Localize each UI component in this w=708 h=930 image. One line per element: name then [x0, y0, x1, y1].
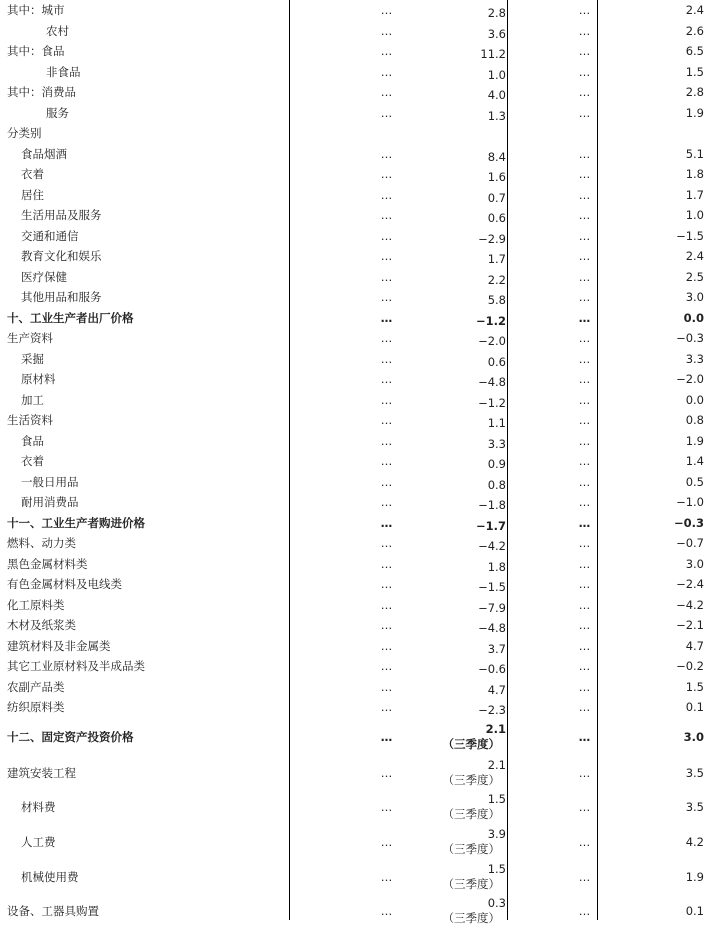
placeholder-cell: … [380, 23, 394, 38]
placeholder-cell: … [380, 105, 394, 120]
value-cell [400, 533, 506, 553]
row-label: 教育文化和娱乐 [21, 249, 102, 263]
value-cell [400, 0, 506, 20]
placeholder-cell: … [380, 167, 394, 181]
row-label: 木材及纸浆类 [7, 618, 76, 632]
value-text: 3.7 [487, 642, 506, 656]
period-note: （三季度） [442, 911, 500, 925]
placeholder-cell: … [380, 515, 394, 530]
row-label: 分类别 [7, 126, 42, 140]
placeholder-cell: … [380, 536, 394, 550]
value-cell: −2.0 [676, 372, 704, 386]
row-label: 采掘 [21, 351, 44, 366]
value-text: 4.0 [487, 88, 506, 102]
period-note: （三季度） [442, 737, 500, 751]
placeholder-cell: … [380, 85, 394, 99]
placeholder-cell: … [578, 495, 592, 509]
placeholder-cell: … [578, 44, 592, 58]
placeholder-cell: … [380, 638, 394, 653]
placeholder-cell: … [578, 105, 592, 120]
row-label: 其中：城市 [7, 3, 65, 17]
placeholder-cell: … [578, 249, 592, 263]
placeholder-cell: … [380, 679, 394, 694]
table-row [0, 20, 708, 41]
value-cell [400, 512, 506, 533]
value-text: −1.2 [478, 396, 506, 410]
row-label: 设备、工器具购置 [7, 904, 99, 918]
value-cell: 1.4 [685, 454, 704, 468]
value-cell [400, 676, 506, 697]
value-text: −1.8 [478, 498, 506, 512]
value-text: −0.6 [478, 662, 506, 676]
row-label: 生活资料 [7, 413, 53, 427]
table-row [0, 615, 708, 635]
value-cell [400, 246, 506, 266]
table-row [0, 430, 708, 451]
value-cell: 1.7 [685, 187, 704, 202]
placeholder-cell: … [380, 3, 394, 17]
table-row [0, 266, 708, 287]
placeholder-cell: … [578, 167, 592, 181]
value-cell [400, 164, 506, 184]
value-cell [400, 858, 506, 896]
placeholder-cell: … [578, 638, 592, 653]
placeholder-cell: … [380, 597, 394, 612]
placeholder-cell: … [578, 290, 592, 304]
value-text: 2.8 [487, 6, 506, 20]
value-cell: 3.0 [685, 290, 704, 304]
value-text: 1.0 [487, 68, 506, 82]
value-cell [400, 553, 506, 574]
table-row [0, 0, 708, 20]
placeholder-cell: … [380, 700, 394, 714]
value-cell: −0.2 [676, 659, 704, 673]
value-cell [400, 615, 506, 635]
placeholder-cell: … [578, 474, 592, 489]
placeholder-cell: … [380, 249, 394, 263]
placeholder-cell: … [380, 870, 394, 884]
value-cell: −2.1 [676, 618, 704, 632]
value-text: 1.1 [487, 416, 506, 430]
period-note: （三季度） [442, 773, 500, 787]
placeholder-cell: … [380, 351, 394, 366]
placeholder-cell: … [578, 208, 592, 222]
placeholder-cell: … [578, 331, 592, 345]
placeholder-cell: … [578, 228, 592, 243]
value-text: −4.8 [478, 375, 506, 389]
placeholder-cell: … [380, 269, 394, 284]
value-cell [400, 287, 506, 307]
placeholder-cell: … [380, 618, 394, 632]
table-row [0, 369, 708, 389]
row-label: 农副产品类 [7, 679, 65, 694]
value-text: 0.6 [487, 355, 506, 369]
value-cell [400, 102, 506, 123]
row-label: 衣着 [21, 167, 44, 181]
placeholder-cell: … [380, 331, 394, 345]
value-cell [400, 61, 506, 82]
value-cell: 2.6 [685, 23, 704, 38]
row-label: 交通和通信 [21, 228, 79, 243]
placeholder-cell: … [380, 413, 394, 427]
row-label: 原材料 [21, 372, 56, 386]
placeholder-cell: … [380, 290, 394, 304]
table-row [0, 451, 708, 471]
table-row [0, 102, 708, 123]
placeholder-cell: … [380, 835, 394, 849]
placeholder-cell: … [578, 372, 592, 386]
value-text: 1.5 [487, 862, 506, 876]
value-text: 11.2 [480, 47, 506, 61]
row-label: 农村 [46, 23, 69, 38]
row-label: 材料费 [21, 800, 56, 814]
table-row [0, 164, 708, 184]
row-label: 衣着 [21, 454, 44, 468]
placeholder-cell: … [380, 766, 394, 780]
value-cell [400, 822, 506, 862]
table-row [0, 225, 708, 246]
value-cell: 1.0 [685, 208, 704, 222]
row-label: 居住 [21, 187, 44, 202]
row-label: 黑色金属材料类 [7, 556, 88, 571]
placeholder-cell: … [380, 228, 394, 243]
value-cell: 3.0 [685, 556, 704, 571]
placeholder-cell: … [578, 392, 592, 407]
table-row [0, 676, 708, 697]
placeholder-cell: … [380, 146, 394, 161]
placeholder-cell: … [380, 556, 394, 571]
row-label: 燃料、动力类 [7, 536, 76, 550]
value-cell: −1.0 [676, 495, 704, 509]
table-row [0, 246, 708, 266]
row-label: 非食品 [46, 64, 81, 79]
table-row [0, 533, 708, 553]
row-label: 其他用品和服务 [21, 290, 102, 304]
row-label: 服务 [46, 105, 69, 120]
value-text: 5.8 [487, 293, 506, 307]
table-row [0, 61, 708, 82]
value-cell: 0.0 [683, 310, 704, 325]
value-cell [400, 697, 506, 717]
value-cell [400, 389, 506, 410]
value-cell: 2.8 [685, 85, 704, 99]
value-text: −2.3 [478, 703, 506, 717]
placeholder-cell: … [578, 351, 592, 366]
placeholder-cell: … [578, 536, 592, 550]
period-note: （三季度） [442, 807, 500, 821]
value-cell [400, 184, 506, 205]
value-cell [400, 225, 506, 246]
table-row [0, 656, 708, 676]
value-cell [400, 656, 506, 676]
value-text: 0.9 [487, 457, 506, 471]
placeholder-cell: … [578, 659, 592, 673]
value-cell [400, 471, 506, 492]
row-label: 有色金属材料及电线类 [7, 577, 122, 591]
placeholder-cell: … [380, 44, 394, 58]
value-text: −1.2 [475, 314, 506, 328]
value-text: 2.1 [487, 758, 506, 772]
placeholder-cell: … [578, 679, 592, 694]
placeholder-cell: … [578, 618, 592, 632]
row-label: 化工原料类 [7, 597, 65, 612]
value-text: 0.6 [487, 211, 506, 225]
value-text: 3.3 [487, 437, 506, 451]
value-cell: 3.0 [683, 730, 704, 744]
placeholder-cell: … [380, 310, 394, 325]
value-cell: −0.7 [676, 536, 704, 550]
value-cell: −1.5 [676, 228, 704, 243]
placeholder-cell: … [578, 870, 592, 884]
value-cell: 4.7 [685, 638, 704, 653]
placeholder-cell: … [578, 597, 592, 612]
value-cell: 2.5 [685, 269, 704, 284]
row-label: 生产资料 [7, 331, 53, 345]
table-row [0, 788, 708, 826]
table-row [0, 41, 708, 61]
value-cell [400, 594, 506, 615]
row-label: 其中：食品 [7, 44, 65, 58]
value-cell [400, 369, 506, 389]
value-cell: −0.3 [676, 331, 704, 345]
value-cell: −2.4 [676, 577, 704, 591]
value-cell [600, 123, 704, 143]
table-row [0, 389, 708, 410]
table-row [0, 410, 708, 430]
table-row [0, 307, 708, 328]
value-text: −2.0 [478, 334, 506, 348]
placeholder-cell: … [578, 515, 592, 530]
table-row [0, 205, 708, 225]
value-text: 1.6 [487, 170, 506, 184]
value-cell [400, 348, 506, 369]
row-label: 生活用品及服务 [21, 208, 102, 222]
table-row [0, 82, 708, 102]
placeholder-cell: … [578, 730, 592, 744]
row-label: 纺织原料类 [7, 700, 65, 714]
placeholder-cell: … [380, 208, 394, 222]
value-text: 0.8 [487, 478, 506, 492]
value-text: −4.2 [478, 539, 506, 553]
table-row [0, 574, 708, 594]
value-cell [400, 492, 506, 512]
placeholder-cell: … [578, 3, 592, 17]
value-text: 2.1 [485, 722, 506, 736]
value-cell [400, 266, 506, 287]
value-text: 3.9 [487, 827, 506, 841]
value-cell [400, 41, 506, 61]
row-label: 其中：消费品 [7, 85, 76, 99]
value-cell [400, 574, 506, 594]
value-cell: 1.9 [685, 105, 704, 120]
value-cell [400, 451, 506, 471]
row-label: 建筑材料及非金属类 [7, 638, 111, 653]
table-row [0, 822, 708, 862]
row-label: 建筑安装工程 [7, 766, 76, 780]
value-cell: 0.1 [685, 904, 704, 918]
value-cell: −4.2 [676, 597, 704, 612]
placeholder-cell: … [578, 187, 592, 202]
value-text: −4.8 [478, 621, 506, 635]
placeholder-cell: … [578, 310, 592, 325]
placeholder-cell: … [578, 904, 592, 918]
value-text: −2.9 [478, 232, 506, 246]
value-cell: 1.5 [685, 679, 704, 694]
placeholder-cell: … [578, 454, 592, 468]
row-label: 机械使用费 [21, 870, 79, 884]
placeholder-cell: … [578, 577, 592, 591]
value-cell [400, 307, 506, 328]
placeholder-cell: … [578, 800, 592, 814]
value-text: −1.7 [475, 519, 506, 533]
placeholder-cell: … [380, 800, 394, 814]
value-text: 0.3 [487, 896, 506, 910]
placeholder-cell: … [380, 64, 394, 79]
table-row [0, 492, 708, 512]
value-cell: 2.4 [685, 249, 704, 263]
value-cell: 0.5 [685, 474, 704, 489]
placeholder-cell: … [578, 433, 592, 448]
value-cell [400, 430, 506, 451]
row-label: 一般日用品 [21, 474, 79, 489]
value-cell [400, 20, 506, 41]
value-text: −7.9 [478, 601, 506, 615]
placeholder-cell: … [380, 474, 394, 489]
value-text: 1.7 [487, 252, 506, 266]
placeholder-cell: … [578, 85, 592, 99]
value-text: 2.2 [487, 273, 506, 287]
row-label: 食品烟酒 [21, 146, 67, 161]
placeholder-cell: … [380, 730, 394, 744]
placeholder-cell: … [380, 904, 394, 918]
table-row [0, 348, 708, 369]
value-cell [400, 753, 506, 793]
placeholder-cell: … [578, 835, 592, 849]
row-label: 十一、工业生产者购进价格 [7, 515, 145, 530]
value-cell [400, 123, 506, 143]
placeholder-cell [572, 123, 598, 143]
table-row [0, 892, 708, 930]
table-row [0, 858, 708, 896]
placeholder-cell: … [380, 392, 394, 407]
value-cell: −0.3 [673, 515, 704, 530]
table-row [0, 287, 708, 307]
period-note: （三季度） [442, 877, 500, 891]
value-cell: 0.0 [685, 392, 704, 407]
value-cell: 0.1 [685, 700, 704, 714]
placeholder-cell: … [380, 454, 394, 468]
value-cell: 1.9 [685, 870, 704, 884]
row-label: 十、工业生产者出厂价格 [7, 310, 134, 325]
placeholder-cell: … [380, 372, 394, 386]
table-row [0, 553, 708, 574]
table-row [0, 328, 708, 348]
value-cell: 1.5 [685, 64, 704, 79]
value-cell [400, 205, 506, 225]
table-row [0, 717, 708, 757]
row-label: 人工费 [21, 835, 56, 849]
placeholder-cell: … [578, 700, 592, 714]
value-text: 1.8 [487, 560, 506, 574]
table-row [0, 123, 708, 143]
row-label: 十二、固定资产投资价格 [7, 730, 134, 744]
table-row [0, 635, 708, 656]
value-text: 1.3 [487, 109, 506, 123]
placeholder-cell: … [578, 146, 592, 161]
placeholder-cell: … [380, 659, 394, 673]
value-cell: 1.8 [685, 167, 704, 181]
value-cell [400, 143, 506, 164]
placeholder-cell: … [578, 413, 592, 427]
value-text: 0.7 [487, 191, 506, 205]
placeholder-cell [374, 123, 400, 143]
placeholder-cell: … [578, 23, 592, 38]
value-cell [400, 892, 506, 930]
value-text: 4.7 [487, 683, 506, 697]
value-cell: 6.5 [685, 44, 704, 58]
value-cell [400, 635, 506, 656]
placeholder-cell: … [380, 577, 394, 591]
placeholder-cell: … [578, 269, 592, 284]
value-text: 1.5 [487, 792, 506, 806]
value-cell: 3.5 [685, 800, 704, 814]
value-cell: 3.3 [685, 351, 704, 366]
row-label: 食品 [21, 433, 44, 448]
value-text: 3.6 [487, 27, 506, 41]
row-label: 医疗保健 [21, 269, 67, 284]
placeholder-cell: … [380, 495, 394, 509]
table-row [0, 471, 708, 492]
table-row [0, 697, 708, 717]
placeholder-cell: … [578, 766, 592, 780]
value-cell: 0.8 [685, 413, 704, 427]
table-row [0, 753, 708, 793]
table-row [0, 512, 708, 533]
row-label: 其它工业原材料及半成品类 [7, 659, 145, 673]
value-text: −1.5 [478, 580, 506, 594]
value-cell: 4.2 [685, 835, 704, 849]
placeholder-cell: … [380, 187, 394, 202]
table-row [0, 184, 708, 205]
value-cell [400, 717, 506, 757]
value-text: 8.4 [487, 150, 506, 164]
placeholder-cell: … [578, 64, 592, 79]
value-cell [400, 82, 506, 102]
value-cell: 3.5 [685, 766, 704, 780]
period-note: （三季度） [442, 842, 500, 856]
table-row [0, 143, 708, 164]
table-row [0, 594, 708, 615]
value-cell: 5.1 [685, 146, 704, 161]
placeholder-cell: … [578, 556, 592, 571]
value-cell [400, 328, 506, 348]
value-cell [400, 788, 506, 826]
value-cell: 2.4 [685, 3, 704, 17]
value-cell [400, 410, 506, 430]
value-cell: 1.9 [685, 433, 704, 448]
row-label: 耐用消费品 [21, 495, 79, 509]
row-label: 加工 [21, 392, 44, 407]
placeholder-cell: … [380, 433, 394, 448]
